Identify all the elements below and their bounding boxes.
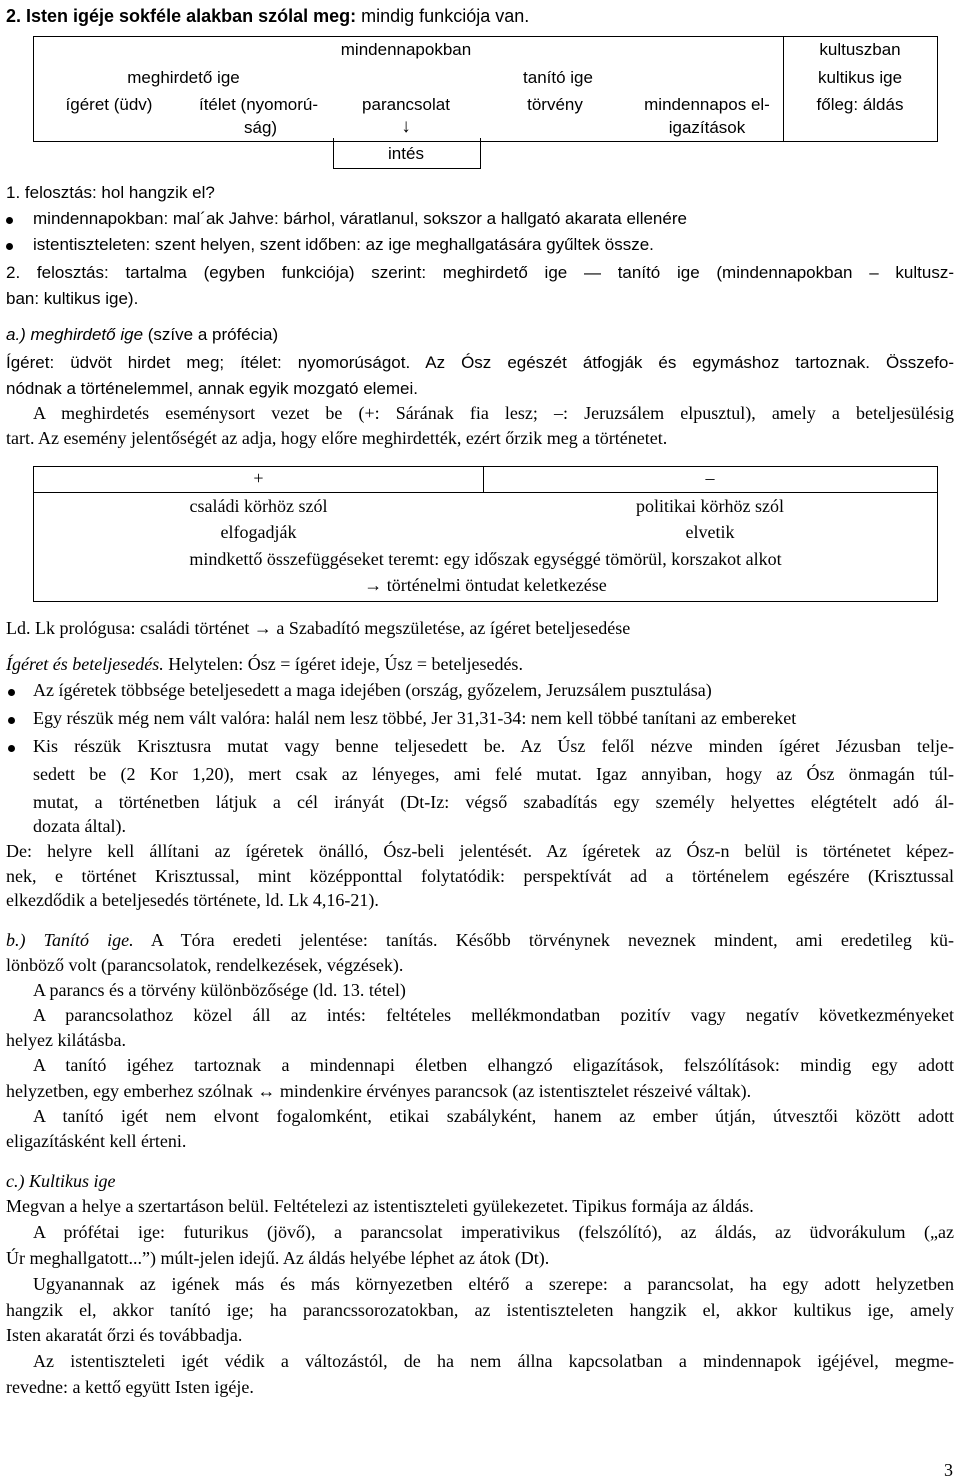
igeret-bullet-3-line-2: sedett be (2 Kor 1,20), mert csak az lényeges, ami felé mutat. Igaz annyiban, hogy az Ósz önmagán túl-	[33, 764, 954, 784]
section-b-line-3: A parancs és a törvény különbözősége (ld. 13. tétel)	[33, 980, 406, 1000]
felosztas-1-title: 1. felosztás: hol hangzik el?	[6, 183, 215, 202]
section-a-title-ital: a.) meghirdető ige	[6, 325, 144, 344]
t1-mindennapokban: mindennapokban	[340, 40, 472, 59]
section-b-line-1	[6, 930, 954, 951]
bullet	[8, 717, 15, 724]
felosztas-1-bullet-1: mindennapokban: mal´ak Jahve: bárhol, váratlanul, sokszor a hallgató akarata ellenére	[33, 209, 687, 228]
section-c-line-3: Úr meghallgatott...”) múlt-jelen idejű. Az áldás helyébe léphet az átok (Dt).	[6, 1248, 550, 1268]
section-b-line-1-rest: A Tóra eredeti jelentése: tanítás. Később törvénynek neveznek mindent, ami eredetileg kü-	[133, 930, 954, 950]
igeret-title-ital: Ígéret és beteljesedés.	[6, 654, 164, 674]
t2-right-1: politikai körhöz szól	[636, 496, 784, 516]
section-c-line-8: revedne: a kettő együtt Isten igéje.	[6, 1377, 254, 1397]
bullet	[6, 243, 13, 250]
section-b-line-2: lönböző volt (parancsolatok, rendelkezések, végzések).	[6, 955, 404, 975]
section-b-line-6: A tanító igéhez tartoznak a mindennapi életben elhangzó eligazítások, felszólítások: mindig egy adott	[33, 1055, 954, 1075]
t2-both-2: → történelmi öntudat keletkezése	[364, 575, 607, 595]
section-c-line-6: Isten akaratát őrzi és továbbadja.	[6, 1325, 243, 1345]
section-b-line-4: A parancsolathoz közel áll az intés: feltételes mellékmondatban pozitív vagy negatív következményeket	[33, 1005, 954, 1025]
arrow-down-icon: ↓	[401, 116, 411, 137]
t1-parancsolat: parancsolat	[362, 95, 450, 114]
bullet	[6, 217, 13, 224]
section-c-line-5: hangzik el, akkor tanító ige; ha parancssorozatokban, az istentiszteleten hangzik el, akkor kultikus ige, amely	[6, 1300, 954, 1320]
table2-rule	[34, 492, 937, 493]
igeret-title-rest: Helytelen: Ósz = ígéret ideje, Úsz = beteljesedés.	[163, 654, 523, 674]
felosztas-2-line-1: 2. felosztás: tartalma (egyben funkciója) szerint: meghirdető ige — tanító ige (mindennapokban – kultusz-	[6, 263, 954, 282]
de-line-1: De: helyre kell állítani az ígéretek önálló, Ósz-beli jelentését. Az ígéretek az Ósz-n belül is történetet képez-	[6, 841, 954, 861]
section-c-line-4: Ugyanannak az igének más és más környezetben eltérő a szerepe: a parancsolat, ha egy adott helyzetben	[33, 1274, 954, 1294]
minus-sign: –	[705, 468, 715, 488]
section-heading	[6, 6, 529, 27]
t2-both-1: mindkettő összefüggéseket teremt: egy időszak egységgé tömörül, korszakot alkot	[189, 549, 782, 569]
t2-left-2: elfogadják	[220, 522, 297, 542]
section-a-title	[6, 325, 278, 345]
igeret-bullet-3-line-1: Kis részük Krisztusra mutat vagy benne teljesedett be. Az Úsz felől nézve minden ígéret Jézusban telje-	[33, 736, 954, 756]
section-a-title-rest: (szíve a prófécia)	[143, 325, 279, 344]
t1-mindennapos-cont: igazítások	[668, 118, 746, 137]
igeret-bullet-3-line-4: dozata által).	[33, 816, 126, 836]
t1-intes: intés	[388, 144, 424, 163]
ld-line: Ld. Lk prológusa: családi történet → a Szabadító megszületése, az ígéret beteljesedése	[6, 618, 631, 638]
bullet	[8, 745, 15, 752]
t1-torveny: törvény	[527, 95, 583, 114]
igeret-bullet-1: Az ígéretek többsége beteljesedett a maga idejében (ország, győzelem, Jeruzsálem pusztulása)	[33, 680, 712, 700]
t1-igeret: ígéret (üdv)	[65, 95, 153, 114]
section-b-line-5: helyez kilátásba.	[6, 1030, 126, 1050]
felosztas-2-line-2: ban: kultikus ige).	[6, 289, 139, 308]
section-b-line-9: eligazításként kell érteni.	[6, 1131, 187, 1151]
igeret-bullet-3-line-3: mutat, a történetben látjuk a cél irányát (Dt-Iz: végső szabadítás egy személy helyettes elégtételt adó ál-	[33, 792, 954, 812]
section-a-line-4: tart. Az esemény jelentőségét az adja, hogy előre meghirdették, ezért őrzik meg a történetet.	[6, 428, 668, 448]
bullet	[8, 689, 15, 696]
page-number: 3	[944, 1460, 953, 1480]
section-c-title: c.) Kultikus ige	[6, 1171, 116, 1191]
t1-foleg-aldas: főleg: áldás	[816, 95, 904, 114]
section-b-title: b.) Tanító ige.	[6, 930, 134, 950]
section-a-line-2: nódnak a történelemmel, annak egyik mozgató elemei.	[6, 379, 419, 398]
t1-mindennapos: mindennapos el-	[644, 95, 770, 114]
t1-itelet: ítélet (nyomorú-	[198, 95, 319, 114]
section-a-line-1: Ígéret: üdvöt hirdet meg; ítélet: nyomorúságot. Az Ósz egészét átfogják és egymáshoz tartoznak. Összefo-	[6, 353, 954, 372]
section-b-line-7: helyzetben, egy emberhez szólnak ↔ mindenkire érvényes parancsok (az istentisztelet részeivé váltak).	[6, 1081, 752, 1101]
de-line-3: elkezdődik a beteljesedés története, ld. Lk 4,16-21).	[6, 890, 379, 910]
t2-left-1: családi körhöz szól	[189, 496, 328, 516]
t2-right-2: elvetik	[685, 522, 735, 542]
heading-rest: mindig funkciója van.	[356, 6, 530, 26]
section-c-line-1: Megvan a helye a szertartáson belül. Feltételezi az istentiszteleti gyülekezetet. Tipikus formája az áldás.	[6, 1196, 754, 1216]
t1-tanito: tanító ige	[523, 68, 593, 87]
t1-kultikus: kultikus ige	[817, 68, 903, 87]
felosztas-1-bullet-2: istentiszteleten: szent helyen, szent időben: az ige meghallgatására gyűltek össze.	[33, 235, 654, 254]
section-c-line-7: Az istentiszteleti igét védik a változástól, de ha nem állna kapcsolatban a mindennapok igéjével, megme-	[33, 1351, 954, 1371]
igeret-title	[6, 654, 523, 675]
t1-itelet-cont: ság)	[244, 118, 278, 137]
igeret-bullet-2: Egy részük még nem vált valóra: halál nem lesz többé, Jer 31,31-34: nem kell többé tanítani az embereket	[33, 708, 797, 728]
t1-kultuszban: kultuszban	[819, 40, 901, 59]
t1-meghirdeto: meghirdető ige	[127, 68, 240, 87]
plus-sign: +	[253, 468, 264, 488]
section-c-line-2: A prófétai ige: futurikus (jövő), a parancsolat imperativikus (felszólító), az áldás, az üdvorákulum („az	[33, 1222, 954, 1242]
section-b-line-8: A tanító igét nem elvont fogalomként, etikai szabályként, hanem az ember útján, útvesztői között adott	[33, 1106, 954, 1126]
section-a-line-3: A meghirdetés eseménysort vezet be (+: Sárának fia lesz; –: Jeruzsálem elpusztul), amely a beteljesülésig	[33, 403, 954, 423]
de-line-2: nek, e történet Krisztussal, mint középponttal folytatódik: perspektívát ad a történelem egészére (Krisztussal	[6, 866, 954, 886]
heading-bold: 2. Isten igéje sokféle alakban szólal meg:	[6, 6, 357, 26]
